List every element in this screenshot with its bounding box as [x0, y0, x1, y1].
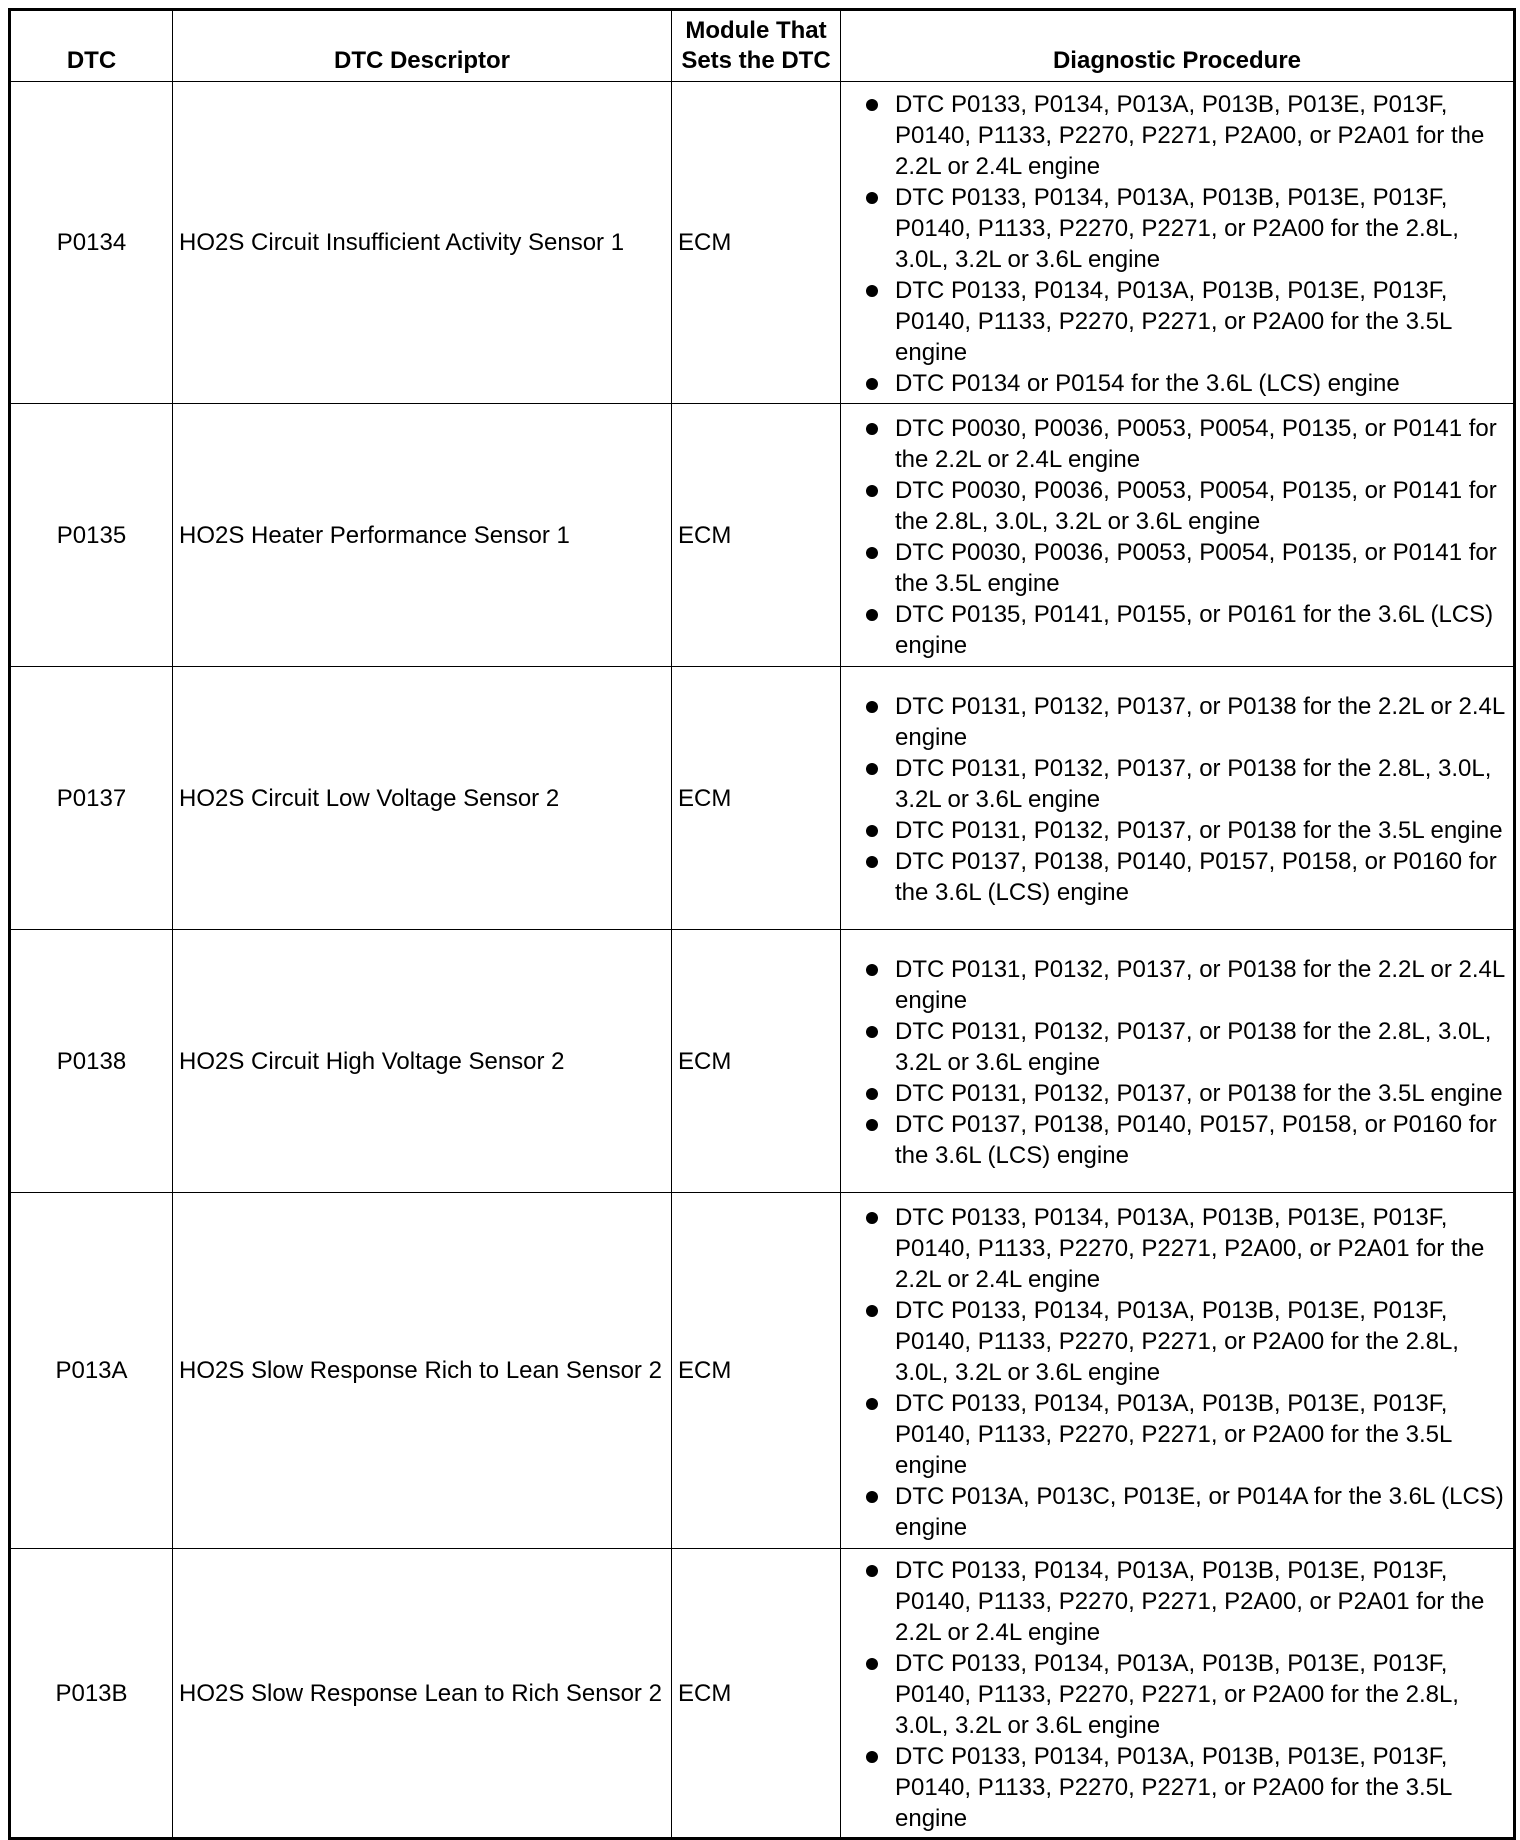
procedure-link[interactable]: DTC P0030, P0036, P0053, P0054, P0135, or P0141 for the 2.8L, 3.0L, 3.2L or 3.6L engine [863, 475, 1505, 537]
dtc-module: ECM [672, 930, 841, 1193]
procedure-link[interactable]: DTC P0030, P0036, P0053, P0054, P0135, or P0141 for the 3.5L engine [863, 537, 1505, 599]
diagnostic-procedure-cell [841, 1193, 1515, 1549]
table-row [10, 1193, 1515, 1549]
diagnostic-procedure-cell [841, 82, 1515, 404]
procedure-link[interactable]: DTC P0137, P0138, P0140, P0157, P0158, or P0160 for the 3.6L (LCS) engine [863, 846, 1505, 908]
table-row [10, 667, 1515, 930]
diagnostic-procedure-cell [841, 930, 1515, 1193]
table-header-row [10, 10, 1515, 82]
procedure-link[interactable]: DTC P0133, P0134, P013A, P013B, P013E, P013F, P0140, P1133, P2270, P2271, or P2A00 for the 3.5L engine [863, 1388, 1505, 1481]
dtc-module: ECM [672, 1549, 841, 1839]
diagnostic-procedure-cell [841, 667, 1515, 930]
header-module-line2: Sets the DTC [681, 47, 831, 74]
dtc-code: P0135 [10, 404, 173, 667]
procedure-list [863, 1555, 1505, 1834]
table-row [10, 82, 1515, 404]
header-module [672, 10, 841, 82]
header-procedure: Diagnostic Procedure [841, 10, 1515, 82]
procedure-link[interactable]: DTC P0133, P0134, P013A, P013B, P013E, P013F, P0140, P1133, P2270, P2271, P2A00, or P2A01 for the 2.2L or 2.4L engine [863, 1555, 1505, 1648]
procedure-link[interactable]: DTC P0131, P0132, P0137, or P0138 for the 3.5L engine [863, 1078, 1505, 1109]
header-descriptor: DTC Descriptor [173, 10, 672, 82]
procedure-link[interactable]: DTC P0137, P0138, P0140, P0157, P0158, or P0160 for the 3.6L (LCS) engine [863, 1109, 1505, 1171]
procedure-link[interactable]: DTC P0133, P0134, P013A, P013B, P013E, P013F, P0140, P1133, P2270, P2271, or P2A00 for the 3.5L engine [863, 1741, 1505, 1834]
procedure-list [863, 691, 1505, 908]
procedure-link[interactable]: DTC P0131, P0132, P0137, or P0138 for the 2.8L, 3.0L, 3.2L or 3.6L engine [863, 1016, 1505, 1078]
diagnostic-procedure-cell [841, 404, 1515, 667]
procedure-link[interactable]: DTC P0133, P0134, P013A, P013B, P013E, P013F, P0140, P1133, P2270, P2271, or P2A00 for the 2.8L, 3.0L, 3.2L or 3.6L engine [863, 182, 1505, 275]
dtc-code: P0138 [10, 930, 173, 1193]
dtc-module: ECM [672, 1193, 841, 1549]
procedure-link[interactable]: DTC P0131, P0132, P0137, or P0138 for the 2.2L or 2.4L engine [863, 954, 1505, 1016]
dtc-module: ECM [672, 82, 841, 404]
dtc-module: ECM [672, 667, 841, 930]
procedure-link[interactable]: DTC P0133, P0134, P013A, P013B, P013E, P013F, P0140, P1133, P2270, P2271, P2A00, or P2A01 for the 2.2L or 2.4L engine [863, 1202, 1505, 1295]
dtc-descriptor: HO2S Slow Response Lean to Rich Sensor 2 [173, 1549, 672, 1839]
diagnostic-procedure-cell [841, 1549, 1515, 1839]
procedure-link[interactable]: DTC P0135, P0141, P0155, or P0161 for the 3.6L (LCS) engine [863, 599, 1505, 661]
dtc-module: ECM [672, 404, 841, 667]
table-row [10, 1549, 1515, 1839]
procedure-link[interactable]: DTC P0131, P0132, P0137, or P0138 for the 2.8L, 3.0L, 3.2L or 3.6L engine [863, 753, 1505, 815]
dtc-descriptor: HO2S Heater Performance Sensor 1 [173, 404, 672, 667]
dtc-descriptor: HO2S Slow Response Rich to Lean Sensor 2 [173, 1193, 672, 1549]
procedure-link[interactable]: DTC P0131, P0132, P0137, or P0138 for the 3.5L engine [863, 815, 1505, 846]
procedure-link[interactable]: DTC P0134 or P0154 for the 3.6L (LCS) engine [863, 368, 1505, 399]
procedure-link[interactable]: DTC P0133, P0134, P013A, P013B, P013E, P013F, P0140, P1133, P2270, P2271, P2A00, or P2A01 for the 2.2L or 2.4L engine [863, 89, 1505, 182]
dtc-descriptor: HO2S Circuit Insufficient Activity Sensor 1 [173, 82, 672, 404]
procedure-link[interactable]: DTC P0133, P0134, P013A, P013B, P013E, P013F, P0140, P1133, P2270, P2271, or P2A00 for the 3.5L engine [863, 275, 1505, 368]
table-row [10, 930, 1515, 1193]
dtc-code: P0137 [10, 667, 173, 930]
procedure-link[interactable]: DTC P013A, P013C, P013E, or P014A for the 3.6L (LCS) engine [863, 1481, 1505, 1543]
procedure-list [863, 1202, 1505, 1543]
procedure-link[interactable]: DTC P0030, P0036, P0053, P0054, P0135, or P0141 for the 2.2L or 2.4L engine [863, 413, 1505, 475]
dtc-code: P013A [10, 1193, 173, 1549]
dtc-descriptor: HO2S Circuit High Voltage Sensor 2 [173, 930, 672, 1193]
procedure-list [863, 89, 1505, 399]
dtc-table [8, 8, 1516, 1840]
dtc-descriptor: HO2S Circuit Low Voltage Sensor 2 [173, 667, 672, 930]
procedure-link[interactable]: DTC P0133, P0134, P013A, P013B, P013E, P013F, P0140, P1133, P2270, P2271, or P2A00 for the 2.8L, 3.0L, 3.2L or 3.6L engine [863, 1648, 1505, 1741]
procedure-list [863, 954, 1505, 1171]
dtc-code: P0134 [10, 82, 173, 404]
procedure-list [863, 413, 1505, 661]
procedure-link[interactable]: DTC P0133, P0134, P013A, P013B, P013E, P013F, P0140, P1133, P2270, P2271, or P2A00 for the 2.8L, 3.0L, 3.2L or 3.6L engine [863, 1295, 1505, 1388]
dtc-code: P013B [10, 1549, 173, 1839]
table-row [10, 404, 1515, 667]
header-module-line1: Module That [685, 17, 827, 44]
header-dtc: DTC [10, 10, 173, 82]
procedure-link[interactable]: DTC P0131, P0132, P0137, or P0138 for the 2.2L or 2.4L engine [863, 691, 1505, 753]
